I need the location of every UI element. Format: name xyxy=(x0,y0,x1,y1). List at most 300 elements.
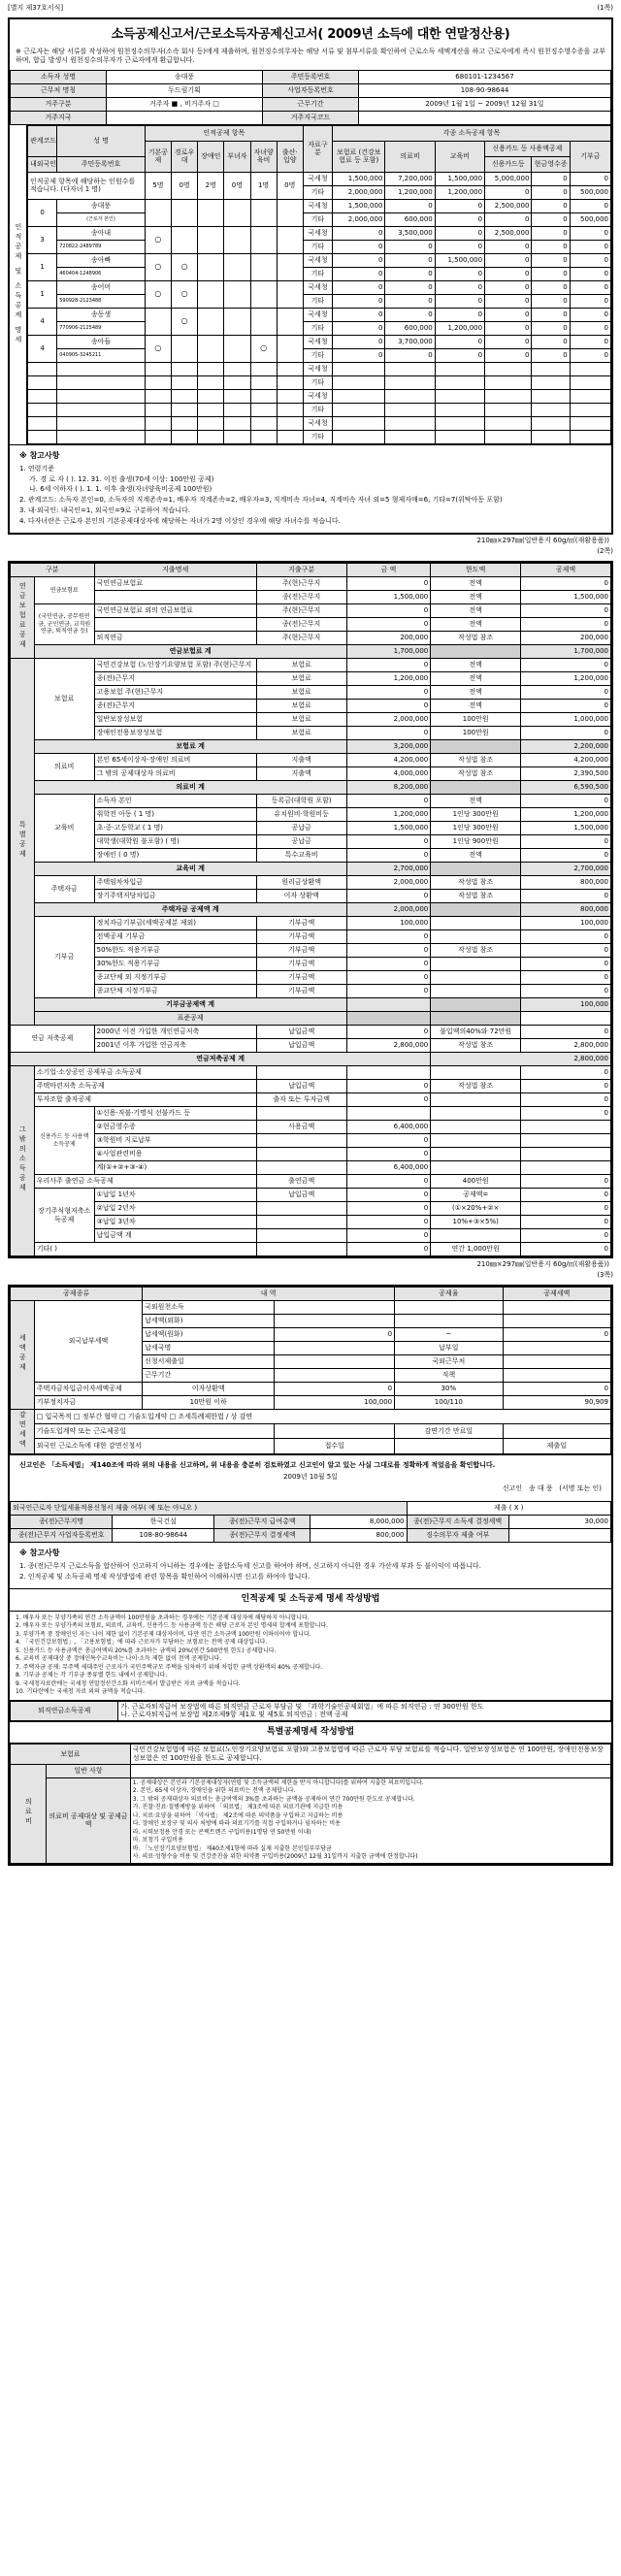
expense-deduction[interactable]: 100,000 xyxy=(521,917,611,930)
dep-rrn[interactable]: 770906-2125489 xyxy=(57,321,146,335)
expense-deduction[interactable] xyxy=(521,1148,611,1161)
dep-etc-value[interactable]: 0 xyxy=(385,267,435,280)
dep-check[interactable] xyxy=(145,199,171,226)
dep-nts-value[interactable]: 0 xyxy=(385,199,435,212)
dep-name[interactable]: 송동생 xyxy=(57,308,146,321)
dep-nts-value[interactable]: 0 xyxy=(532,308,570,321)
dep-nts-value[interactable]: 0 xyxy=(333,308,385,321)
expense-deduction[interactable]: 0 xyxy=(521,795,611,808)
value-period[interactable]: 2009년 1월 1일 ~ 2009년 12월 31일 xyxy=(359,97,611,111)
empty-cell[interactable] xyxy=(145,389,171,403)
empty-cell[interactable] xyxy=(385,375,435,389)
expense-deduction[interactable]: 0 xyxy=(521,1243,611,1256)
expense-amount[interactable]: 0 xyxy=(346,1243,431,1256)
empty-cell[interactable] xyxy=(145,416,171,430)
value-company[interactable]: 두드림기획 xyxy=(107,83,263,97)
dep-check[interactable] xyxy=(145,308,171,335)
dep-nts-value[interactable]: 0 xyxy=(385,280,435,294)
dep-rel-code[interactable]: 3 xyxy=(28,226,57,253)
dep-etc-value[interactable]: 0 xyxy=(485,294,532,308)
empty-cell[interactable] xyxy=(171,430,197,443)
dep-name[interactable]: 송아내 xyxy=(57,226,146,240)
foreign-value[interactable] xyxy=(275,1368,395,1382)
expense-amount[interactable]: 0 xyxy=(346,971,431,985)
dep-nts-value[interactable]: 0 xyxy=(333,280,385,294)
empty-cell[interactable] xyxy=(435,416,484,430)
summary-etc-cell[interactable]: 0 xyxy=(485,185,532,199)
empty-cell[interactable] xyxy=(224,430,250,443)
dep-check[interactable] xyxy=(198,226,224,253)
dep-check[interactable] xyxy=(250,199,277,226)
dep-check[interactable] xyxy=(171,199,197,226)
subtotal-amount[interactable] xyxy=(346,998,431,1012)
expense-deduction[interactable]: 0 xyxy=(521,1202,611,1216)
subtotal-deduction[interactable]: 100,000 xyxy=(521,998,611,1012)
empty-cell[interactable] xyxy=(198,362,224,375)
dep-rel-code[interactable]: 4 xyxy=(28,308,57,335)
prev-work-value[interactable]: 30,000 xyxy=(508,1515,610,1528)
expense-deduction[interactable]: 2,800,000 xyxy=(521,1039,611,1053)
value-name[interactable]: 송대풍 xyxy=(107,70,263,83)
expense-deduction[interactable]: 1,200,000 xyxy=(521,808,611,822)
empty-cell[interactable] xyxy=(532,416,570,430)
summary-etc-cell[interactable]: 2,000,000 xyxy=(333,185,385,199)
empty-cell[interactable] xyxy=(198,430,224,443)
expense-amount[interactable]: 0 xyxy=(346,604,431,618)
empty-cell[interactable] xyxy=(570,403,610,416)
dep-check[interactable] xyxy=(250,226,277,253)
summary-disabled[interactable]: 2명 xyxy=(198,172,224,199)
prev-work-value[interactable] xyxy=(508,1528,610,1542)
subtotal-deduction[interactable]: 1,700,000 xyxy=(521,645,611,659)
dep-nts-value[interactable]: 0 xyxy=(435,226,484,240)
dep-nts-value[interactable]: 0 xyxy=(532,280,570,294)
empty-cell[interactable] xyxy=(250,362,277,375)
empty-cell[interactable] xyxy=(171,362,197,375)
dep-nts-value[interactable]: 0 xyxy=(435,280,484,294)
dep-etc-value[interactable]: 0 xyxy=(385,240,435,253)
expense-amount[interactable] xyxy=(346,1066,431,1080)
empty-cell[interactable] xyxy=(145,375,171,389)
expense-amount[interactable]: 100,000 xyxy=(346,917,431,930)
dep-check[interactable] xyxy=(224,308,250,335)
standard-deduction-value[interactable] xyxy=(521,1012,611,1026)
foreign-value[interactable]: 0 xyxy=(275,1327,395,1341)
foreign-credit[interactable]: 0 xyxy=(503,1327,610,1341)
dep-name[interactable]: 송아들 xyxy=(57,335,146,348)
expense-deduction[interactable] xyxy=(521,1134,611,1148)
dep-nts-value[interactable]: 0 xyxy=(570,226,610,240)
expense-deduction[interactable]: 200,000 xyxy=(521,632,611,645)
expense-deduction[interactable]: 0 xyxy=(521,1229,611,1243)
summary-etc-cell[interactable]: 1,200,000 xyxy=(385,185,435,199)
dep-nts-value[interactable]: 0 xyxy=(570,335,610,348)
dep-nts-value[interactable]: 0 xyxy=(570,253,610,267)
subtotal-amount[interactable]: 2,700,000 xyxy=(346,863,431,876)
expense-amount[interactable]: 0 xyxy=(346,985,431,998)
subtotal-deduction[interactable]: 800,000 xyxy=(521,903,611,917)
expense-amount[interactable]: 1,200,000 xyxy=(346,808,431,822)
dep-rrn[interactable]: 590928-2123488 xyxy=(57,294,146,308)
expense-deduction[interactable]: 0 xyxy=(521,1189,611,1202)
expense-deduction[interactable] xyxy=(521,1121,611,1134)
expense-amount[interactable]: 0 xyxy=(346,659,431,672)
dep-nts-value[interactable]: 0 xyxy=(570,280,610,294)
signature-mark[interactable]: (서명 또는 인) xyxy=(559,1484,602,1492)
expense-deduction[interactable]: 4,200,000 xyxy=(521,754,611,767)
expense-deduction[interactable]: 0 xyxy=(521,1026,611,1039)
dep-etc-value[interactable]: 600,000 xyxy=(385,212,435,226)
empty-cell[interactable] xyxy=(570,375,610,389)
dep-rrn[interactable]: 460404-1248906 xyxy=(57,267,146,280)
expense-deduction[interactable]: 0 xyxy=(521,577,611,591)
foreign-value[interactable] xyxy=(275,1341,395,1354)
foreign-credit[interactable] xyxy=(503,1314,610,1327)
foreign-value[interactable] xyxy=(275,1300,395,1314)
empty-cell[interactable] xyxy=(57,416,146,430)
summary-nts-cell[interactable]: 0 xyxy=(570,172,610,185)
expense-deduction[interactable]: 0 xyxy=(521,849,611,863)
dep-check[interactable] xyxy=(277,335,303,362)
dep-etc-value[interactable]: 0 xyxy=(570,240,610,253)
declaration-date[interactable]: 2009년 10월 5일 xyxy=(283,1473,338,1482)
dep-rrn[interactable]: 720822-2489789 xyxy=(57,240,146,253)
empty-cell[interactable] xyxy=(570,389,610,403)
dep-nts-value[interactable]: 0 xyxy=(435,199,484,212)
expense-deduction[interactable]: 800,000 xyxy=(521,876,611,890)
dep-check[interactable] xyxy=(277,226,303,253)
expense-deduction[interactable]: 0 xyxy=(521,618,611,632)
expense-deduction[interactable]: 0 xyxy=(521,958,611,971)
expense-amount[interactable] xyxy=(346,1107,431,1121)
foreign-value[interactable] xyxy=(275,1314,395,1327)
credit-amount[interactable]: 0 xyxy=(275,1382,395,1395)
dep-etc-value[interactable]: 0 xyxy=(333,267,385,280)
expense-amount[interactable]: 0 xyxy=(346,849,431,863)
dep-nts-value[interactable]: 0 xyxy=(570,199,610,212)
empty-cell[interactable] xyxy=(435,389,484,403)
expense-deduction[interactable]: 0 xyxy=(521,890,611,903)
summary-basic[interactable]: 5명 xyxy=(145,172,171,199)
expense-deduction[interactable]: 0 xyxy=(521,1066,611,1080)
expense-deduction[interactable]: 0 xyxy=(521,686,611,700)
dep-etc-value[interactable]: 0 xyxy=(333,348,385,362)
empty-cell[interactable] xyxy=(532,362,570,375)
expense-amount[interactable]: 0 xyxy=(346,1202,431,1216)
dep-nts-value[interactable]: 0 xyxy=(435,308,484,321)
dep-etc-value[interactable]: 0 xyxy=(485,212,532,226)
summary-etc-cell[interactable]: 1,200,000 xyxy=(435,185,484,199)
empty-cell[interactable] xyxy=(385,416,435,430)
expense-deduction[interactable]: 0 xyxy=(521,1107,611,1121)
expense-amount[interactable]: 0 xyxy=(346,1189,431,1202)
expense-amount[interactable]: 2,000,000 xyxy=(346,876,431,890)
dep-check[interactable] xyxy=(171,226,197,253)
empty-cell[interactable] xyxy=(333,375,385,389)
summary-nts-cell[interactable]: 0 xyxy=(532,172,570,185)
expense-amount[interactable]: 2,000,000 xyxy=(346,713,431,727)
empty-cell[interactable] xyxy=(333,389,385,403)
expense-deduction[interactable]: 0 xyxy=(521,971,611,985)
foreign-credit[interactable] xyxy=(503,1368,610,1382)
dep-etc-value[interactable]: 0 xyxy=(333,240,385,253)
dep-check[interactable]: ○ xyxy=(171,308,197,335)
dep-check[interactable] xyxy=(224,226,250,253)
empty-cell[interactable] xyxy=(250,403,277,416)
empty-cell[interactable] xyxy=(198,375,224,389)
empty-cell[interactable] xyxy=(250,430,277,443)
expense-amount[interactable]: 0 xyxy=(346,795,431,808)
summary-nts-cell[interactable]: 5,000,000 xyxy=(485,172,532,185)
summary-elder[interactable]: 0명 xyxy=(171,172,197,199)
expense-amount[interactable]: 0 xyxy=(346,958,431,971)
empty-cell[interactable] xyxy=(57,430,146,443)
expense-deduction[interactable]: 0 xyxy=(521,1093,611,1107)
dep-etc-value[interactable]: 0 xyxy=(532,348,570,362)
empty-cell[interactable] xyxy=(485,430,532,443)
expense-deduction[interactable]: 0 xyxy=(521,604,611,618)
empty-cell[interactable] xyxy=(277,430,303,443)
dep-check[interactable] xyxy=(224,199,250,226)
empty-cell[interactable] xyxy=(198,403,224,416)
dep-nts-value[interactable]: 0 xyxy=(532,199,570,212)
subtotal-deduction[interactable]: 6,590,500 xyxy=(521,781,611,795)
summary-nts-cell[interactable]: 1,500,000 xyxy=(333,172,385,185)
prev-work-value[interactable]: 800,000 xyxy=(310,1528,407,1542)
expense-amount[interactable]: 0 xyxy=(346,686,431,700)
value-country-code[interactable] xyxy=(359,111,611,124)
dep-nts-value[interactable]: 0 xyxy=(435,335,484,348)
empty-cell[interactable] xyxy=(28,389,57,403)
expense-amount[interactable]: 0 xyxy=(346,1093,431,1107)
empty-cell[interactable] xyxy=(145,403,171,416)
dep-rel-code[interactable]: 0 xyxy=(28,199,57,226)
credit-value[interactable]: 90,909 xyxy=(503,1395,610,1409)
dep-rel-code[interactable]: 4 xyxy=(28,335,57,362)
expense-amount[interactable]: 4,000,000 xyxy=(346,767,431,781)
reduction-value[interactable] xyxy=(395,1439,503,1453)
dep-check[interactable]: ○ xyxy=(145,253,171,280)
dep-check[interactable]: ○ xyxy=(171,253,197,280)
dep-check[interactable] xyxy=(250,280,277,308)
credit-amount[interactable]: 100,000 xyxy=(275,1395,395,1409)
expense-deduction[interactable]: 0 xyxy=(521,1175,611,1189)
empty-cell[interactable] xyxy=(224,362,250,375)
expense-amount[interactable]: 1,200,000 xyxy=(346,672,431,686)
dep-name[interactable]: 송아빠 xyxy=(57,253,146,267)
expense-amount[interactable]: 0 xyxy=(346,930,431,944)
subtotal-amount[interactable]: 1,700,000 xyxy=(346,645,431,659)
empty-cell[interactable] xyxy=(485,362,532,375)
dep-etc-value[interactable]: 0 xyxy=(333,294,385,308)
dep-name[interactable]: 송대풍 xyxy=(57,199,146,212)
empty-cell[interactable] xyxy=(570,362,610,375)
signer-name[interactable]: 송 대 풍 xyxy=(528,1484,553,1492)
dep-etc-value[interactable]: 0 xyxy=(485,321,532,335)
empty-cell[interactable] xyxy=(57,403,146,416)
dep-check[interactable]: ○ xyxy=(145,226,171,253)
empty-cell[interactable] xyxy=(224,389,250,403)
dep-etc-value[interactable]: 0 xyxy=(435,348,484,362)
dep-check[interactable]: ○ xyxy=(171,280,197,308)
foreign-value[interactable] xyxy=(275,1354,395,1368)
empty-cell[interactable] xyxy=(28,430,57,443)
dep-etc-value[interactable]: 0 xyxy=(385,294,435,308)
empty-cell[interactable] xyxy=(250,389,277,403)
empty-cell[interactable] xyxy=(277,416,303,430)
expense-amount[interactable]: 0 xyxy=(346,1229,431,1243)
expense-amount[interactable]: 0 xyxy=(346,700,431,713)
dep-check[interactable] xyxy=(277,308,303,335)
empty-cell[interactable] xyxy=(224,375,250,389)
expense-deduction[interactable]: 0 xyxy=(521,1080,611,1093)
expense-amount[interactable]: 0 xyxy=(346,618,431,632)
dep-nts-value[interactable]: 0 xyxy=(532,335,570,348)
dep-nts-value[interactable]: 0 xyxy=(532,226,570,240)
empty-cell[interactable] xyxy=(485,375,532,389)
dep-check[interactable] xyxy=(198,335,224,362)
dep-nts-value[interactable]: 0 xyxy=(485,280,532,294)
summary-etc-cell[interactable]: 500,000 xyxy=(570,185,610,199)
empty-cell[interactable] xyxy=(28,403,57,416)
expense-deduction[interactable]: 0 xyxy=(521,1216,611,1229)
dep-rel-code[interactable]: 1 xyxy=(28,280,57,308)
empty-cell[interactable] xyxy=(385,430,435,443)
dep-check[interactable] xyxy=(198,308,224,335)
empty-cell[interactable] xyxy=(57,375,146,389)
dep-check[interactable] xyxy=(250,253,277,280)
empty-cell[interactable] xyxy=(385,389,435,403)
summary-nts-cell[interactable]: 1,500,000 xyxy=(435,172,484,185)
dep-check[interactable] xyxy=(198,253,224,280)
empty-cell[interactable] xyxy=(277,389,303,403)
dep-etc-value[interactable]: 600,000 xyxy=(385,321,435,335)
dep-nts-value[interactable]: 0 xyxy=(485,253,532,267)
dep-etc-value[interactable]: 0 xyxy=(570,294,610,308)
dep-etc-value[interactable]: 0 xyxy=(485,240,532,253)
dep-etc-value[interactable]: 0 xyxy=(532,267,570,280)
expense-amount[interactable]: 0 xyxy=(346,944,431,958)
expense-deduction[interactable]: 0 xyxy=(521,930,611,944)
empty-cell[interactable] xyxy=(171,403,197,416)
expense-deduction[interactable]: 1,000,000 xyxy=(521,713,611,727)
foreign-credit[interactable] xyxy=(503,1300,610,1314)
expense-amount[interactable]: 6,400,000 xyxy=(346,1121,431,1134)
subtotal-amount[interactable]: 3,200,000 xyxy=(346,740,431,754)
empty-cell[interactable] xyxy=(532,375,570,389)
dep-check[interactable] xyxy=(277,253,303,280)
dep-check[interactable] xyxy=(224,280,250,308)
expense-amount[interactable]: 1,500,000 xyxy=(346,591,431,604)
reduction-purpose[interactable]: □ 입국목적 □ 정부간 협약 □ 기술도입계약 □ 조세특례제한법 / 상 감면 xyxy=(34,1409,610,1423)
dep-nts-value[interactable]: 0 xyxy=(385,253,435,267)
empty-cell[interactable] xyxy=(224,403,250,416)
value-country[interactable] xyxy=(107,111,263,124)
expense-amount[interactable]: 1,500,000 xyxy=(346,822,431,835)
empty-cell[interactable] xyxy=(57,362,146,375)
empty-cell[interactable] xyxy=(277,403,303,416)
empty-cell[interactable] xyxy=(28,416,57,430)
expense-deduction[interactable]: 0 xyxy=(521,727,611,740)
prev-work-value[interactable]: 108-80-98644 xyxy=(113,1528,214,1542)
dep-check[interactable] xyxy=(250,308,277,335)
dep-etc-value[interactable]: 0 xyxy=(435,212,484,226)
dep-rrn[interactable]: 040905-3245211 xyxy=(57,348,146,362)
expense-deduction[interactable]: 0 xyxy=(521,700,611,713)
empty-cell[interactable] xyxy=(435,403,484,416)
expense-amount[interactable]: 0 xyxy=(346,1148,431,1161)
expense-deduction[interactable]: 0 xyxy=(521,985,611,998)
subtotal-deduction[interactable]: 2,800,000 xyxy=(431,1053,611,1066)
dep-etc-value[interactable]: 2,000,000 xyxy=(333,212,385,226)
summary-child[interactable]: 1명 xyxy=(250,172,277,199)
dep-nts-value[interactable]: 0 xyxy=(333,226,385,240)
dep-nts-value[interactable]: 1,500,000 xyxy=(333,199,385,212)
dep-name[interactable]: 송어머 xyxy=(57,280,146,294)
dep-etc-value[interactable]: 0 xyxy=(435,240,484,253)
empty-cell[interactable] xyxy=(28,362,57,375)
dep-check[interactable]: ○ xyxy=(145,335,171,362)
empty-cell[interactable] xyxy=(532,430,570,443)
empty-cell[interactable] xyxy=(435,430,484,443)
dep-nts-value[interactable]: 0 xyxy=(333,253,385,267)
dep-etc-value[interactable]: 0 xyxy=(485,348,532,362)
expense-deduction[interactable]: 0 xyxy=(521,659,611,672)
foreign-tax-value[interactable]: 제출 ( X ) xyxy=(407,1501,611,1515)
empty-cell[interactable] xyxy=(385,403,435,416)
empty-cell[interactable] xyxy=(198,416,224,430)
empty-cell[interactable] xyxy=(570,416,610,430)
expense-amount[interactable]: 0 xyxy=(346,1216,431,1229)
expense-amount[interactable]: 0 xyxy=(346,727,431,740)
expense-deduction[interactable]: 1,500,000 xyxy=(521,822,611,835)
dep-nts-value[interactable]: 1,500,000 xyxy=(435,253,484,267)
empty-cell[interactable] xyxy=(145,362,171,375)
dep-nts-value[interactable]: 2,500,000 xyxy=(485,226,532,240)
subtotal-deduction[interactable]: 2,700,000 xyxy=(521,863,611,876)
value-brn[interactable]: 108-90-98644 xyxy=(359,83,611,97)
empty-cell[interactable] xyxy=(435,362,484,375)
foreign-credit[interactable] xyxy=(503,1354,610,1368)
dep-etc-value[interactable]: 0 xyxy=(532,212,570,226)
expense-amount[interactable]: 0 xyxy=(346,577,431,591)
dep-rel-code[interactable]: 1 xyxy=(28,253,57,280)
dep-nts-value[interactable]: 2,500,000 xyxy=(485,199,532,212)
empty-cell[interactable] xyxy=(485,389,532,403)
expense-amount[interactable]: 2,800,000 xyxy=(346,1039,431,1053)
card-sum-amount[interactable]: 6,400,000 xyxy=(346,1161,431,1175)
expense-amount[interactable]: 4,200,000 xyxy=(346,754,431,767)
expense-amount[interactable]: 0 xyxy=(346,890,431,903)
empty-cell[interactable] xyxy=(224,416,250,430)
expense-amount[interactable]: 0 xyxy=(346,1080,431,1093)
empty-cell[interactable] xyxy=(250,375,277,389)
dep-nts-value[interactable]: 3,500,000 xyxy=(385,226,435,240)
empty-cell[interactable] xyxy=(333,362,385,375)
expense-amount[interactable]: 0 xyxy=(346,835,431,849)
summary-nts-cell[interactable]: 7,200,000 xyxy=(385,172,435,185)
empty-cell[interactable] xyxy=(198,389,224,403)
dep-etc-value[interactable]: 0 xyxy=(532,294,570,308)
dep-nts-value[interactable]: 0 xyxy=(333,335,385,348)
value-rrn[interactable]: 680101-1234567 xyxy=(359,70,611,83)
value-resident[interactable]: 거주자 ■ , 비거주자 □ xyxy=(107,97,263,111)
dep-etc-value[interactable]: 1,200,000 xyxy=(435,321,484,335)
dep-etc-value[interactable]: 0 xyxy=(570,321,610,335)
empty-cell[interactable] xyxy=(532,389,570,403)
prev-work-value[interactable]: 8,000,000 xyxy=(310,1515,407,1528)
empty-cell[interactable] xyxy=(28,375,57,389)
